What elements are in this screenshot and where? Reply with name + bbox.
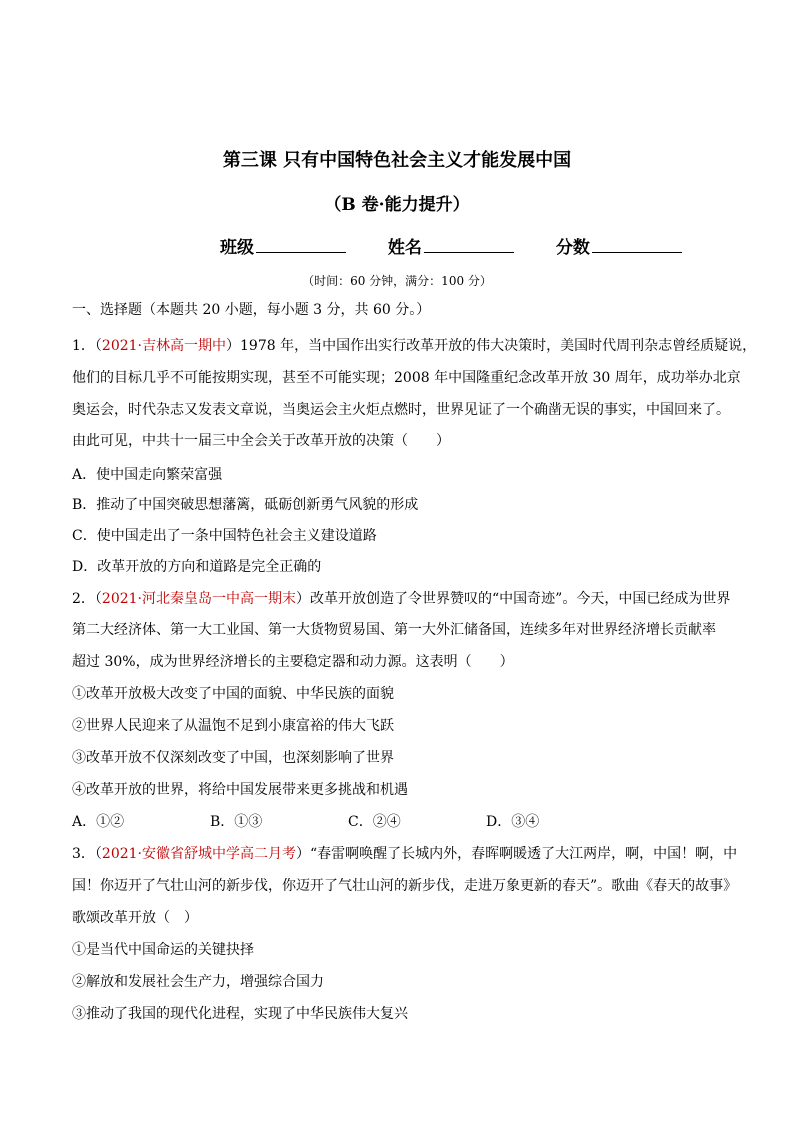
score-label: 分数 bbox=[555, 238, 590, 258]
section-heading: 一、选择题（本题共 20 小题，每小题 3 分，共 60 分。） bbox=[72, 302, 431, 318]
class-blank bbox=[256, 236, 346, 253]
q2-line3: 超过 30%，成为世界经济增长的主要稳定器和动力源。这表明（ ） bbox=[72, 654, 514, 670]
q1-line2: 他们的目标几乎不可能按期实现，甚至不可能实现；2008 年中国隆重纪念改革开放 30 周年，成功举办北京 bbox=[72, 370, 741, 386]
q3-line1 bbox=[72, 844, 738, 864]
q2-line1 bbox=[72, 589, 732, 609]
q1-option-b: B．推动了中国突破思想藩篱，砥砺创新勇气风貌的形成 bbox=[72, 497, 419, 513]
q1-number: 1．（ bbox=[72, 338, 102, 354]
q2-option-c: C．②④ bbox=[348, 814, 401, 830]
q3-line3: 歌颂改革开放（ ） bbox=[72, 910, 198, 926]
score-field bbox=[556, 233, 682, 258]
name-label: 姓名 bbox=[387, 238, 422, 258]
name-field bbox=[388, 233, 514, 258]
q3-source-close: ） bbox=[296, 846, 311, 862]
q2-source: 2021·河北秦皇岛一中高一期末 bbox=[101, 591, 297, 607]
q2-number: 2．（ bbox=[72, 591, 102, 607]
q1-source-close: ） bbox=[226, 338, 241, 354]
q1-line3: 奥运会，时代杂志又发表文章说，当奥运会主火炬点燃时，世界见证了一个确凿无误的事实，中国回来了。 bbox=[72, 402, 730, 418]
q3-statement-3: ③推动了我国的现代化进程，实现了中华民族伟大复兴 bbox=[72, 1006, 408, 1022]
q3-line2: 国！你迈开了气壮山河的新步伐，你迈开了气壮山河的新步伐，走进万象更新的春天”。歌曲《春天的故事》 bbox=[72, 878, 738, 894]
student-info-row bbox=[220, 233, 718, 258]
score-blank bbox=[592, 236, 682, 253]
page-subtitle: （B 卷·能力提升） bbox=[324, 195, 470, 215]
q2-options bbox=[72, 812, 732, 832]
q2-text: 改革开放创造了令世界赞叹的“中国奇迹”。今天，中国已经成为世界 bbox=[310, 591, 731, 607]
q1-option-a: A．使中国走向繁荣富强 bbox=[72, 467, 223, 483]
q3-text: “春雷啊唤醒了长城内外，春晖啊暖透了大江两岸，啊，中国！啊，中 bbox=[310, 846, 738, 862]
class-label: 班级 bbox=[220, 238, 254, 258]
q2-option-d: D．③④ bbox=[486, 814, 540, 830]
q2-line2: 第二大经济体、第一大工业国、第一大货物贸易国、第一大外汇储备国，连续多年对世界经济增长贡献率 bbox=[72, 622, 716, 638]
q1-text: 1978 年，当中国作出实行改革开放的伟大决策时，美国时代周刊杂志曾经质疑说， bbox=[240, 338, 757, 354]
page-title: 第三课 只有中国特色社会主义才能发展中国 bbox=[222, 150, 572, 171]
time-note: （时间：60 分钟，满分：100 分） bbox=[302, 274, 492, 288]
q3-number: 3．（ bbox=[72, 846, 102, 862]
q2-statement-3: ③改革开放不仅深刻改变了中国，也深刻影响了世界 bbox=[72, 750, 394, 766]
q2-statement-4: ④改革开放的世界，将给中国发展带来更多挑战和机遇 bbox=[72, 782, 408, 798]
q1-option-c: C．使中国走出了一条中国特色社会主义建设道路 bbox=[72, 528, 377, 544]
q1-option-d: D．改革开放的方向和道路是完全正确的 bbox=[72, 559, 322, 575]
q2-statement-1: ①改革开放极大改变了中国的面貌、中华民族的面貌 bbox=[72, 686, 394, 702]
name-blank bbox=[424, 236, 514, 253]
q2-statement-2: ②世界人民迎来了从温饱不足到小康富裕的伟大飞跃 bbox=[72, 718, 394, 734]
q2-option-b: B．①③ bbox=[210, 814, 263, 830]
q3-statement-2: ②解放和发展社会生产力，增强综合国力 bbox=[72, 974, 324, 990]
q1-line1 bbox=[72, 336, 757, 356]
q1-source: 2021·吉林高一期中 bbox=[101, 338, 227, 354]
q3-statement-1: ①是当代中国命运的关键抉择 bbox=[72, 942, 254, 958]
q3-source: 2021·安徽省舒城中学高二月考 bbox=[101, 846, 297, 862]
q1-line4: 由此可见，中共十一届三中全会关于改革开放的决策（ ） bbox=[72, 433, 450, 449]
q2-option-a: A．①② bbox=[72, 814, 125, 830]
class-field bbox=[220, 233, 346, 258]
q2-source-close: ） bbox=[296, 591, 311, 607]
